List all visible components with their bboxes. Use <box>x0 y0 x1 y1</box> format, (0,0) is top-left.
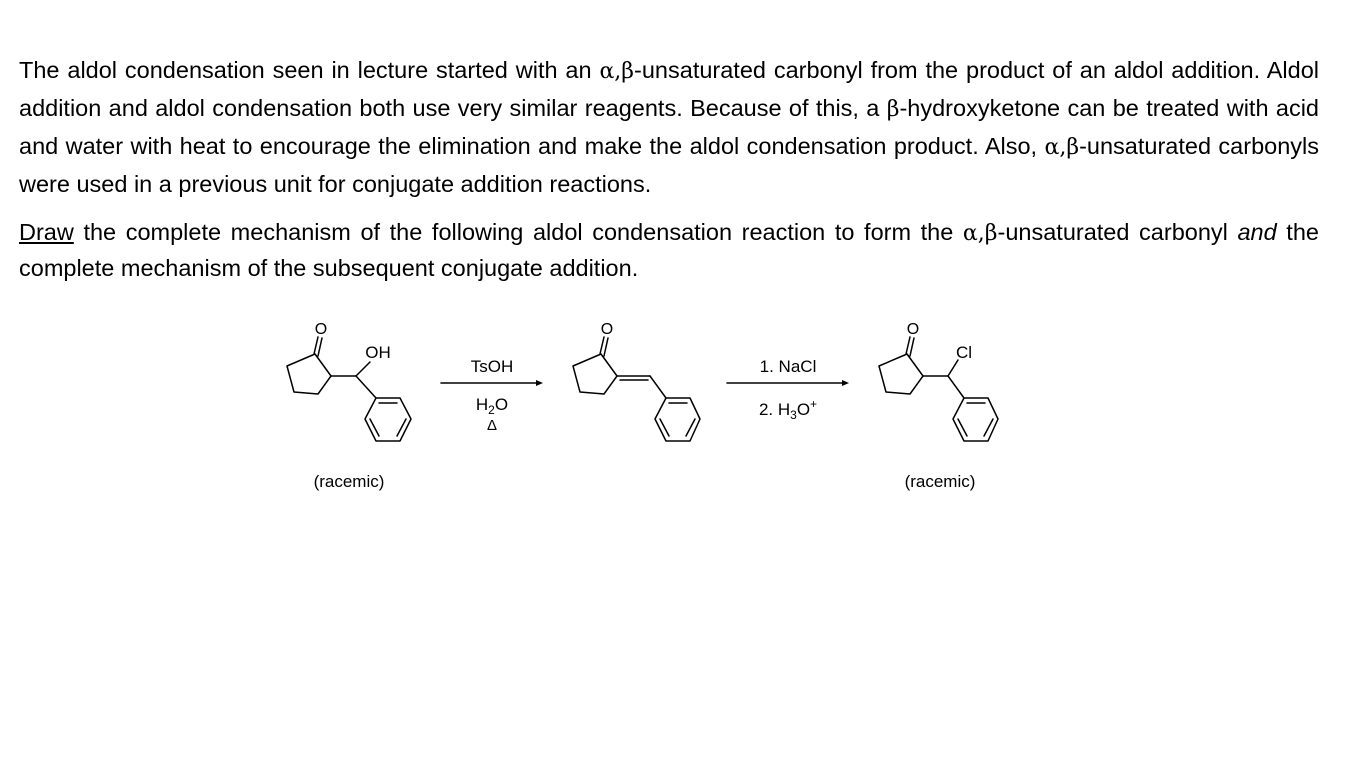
intro-text-2: -unsaturated carbonyl from the product of an aldol addition. Aldol addition and aldol condensation both use very similar reagents. Because of this, a <box>19 57 1319 121</box>
intro-text-4: -unsaturated carbonyls were used in a previous unit for conjugate addition reactions. <box>19 133 1319 197</box>
beta-symbol: β <box>886 97 900 122</box>
task-paragraph <box>19 215 1319 285</box>
product-structure <box>879 337 998 441</box>
intro-paragraph <box>19 52 1319 203</box>
chloro-label: Cl <box>955 343 973 362</box>
heat-symbol: Δ <box>486 417 498 434</box>
task-text-3: the complete mechanism of the subsequent conjugate addition. <box>19 219 1319 281</box>
hydroxyl-label: OH <box>365 343 391 362</box>
intermediate-structure <box>573 337 700 441</box>
reaction-scheme <box>0 310 1346 510</box>
alpha-beta-symbol: α,β <box>599 59 635 84</box>
step1-reagent-water: $H_2O$ <box>475 395 509 417</box>
starting-material-structure <box>287 337 411 441</box>
alpha-beta-symbol: α,β <box>962 221 998 246</box>
prod-racemic-note: (racemic) <box>904 472 976 491</box>
prod-oxygen-label: O <box>906 321 920 338</box>
draw-emphasis: Draw <box>19 219 74 245</box>
step1-reagent-tsoh: TsOH <box>470 357 514 376</box>
sm-oxygen-label: O <box>314 321 328 338</box>
task-text-1: the complete mechanism of the following aldol condensation reaction to form the <box>73 219 963 245</box>
alpha-beta-symbol: α,β <box>1044 135 1080 160</box>
task-text-2: -unsaturated carbonyl <box>997 219 1238 245</box>
sm-racemic-note: (racemic) <box>313 472 385 491</box>
step2-reagent-nacl: 1. NaCl <box>759 357 817 376</box>
intro-text-3: -hydroxyketone can be treated with acid and water with heat to encourage the elimination and make the aldol condensation product. Also, <box>19 95 1319 159</box>
step2-reagent-acid: 2. $H_3O^+$ <box>758 397 818 422</box>
and-emphasis: and <box>1237 219 1277 245</box>
intro-text-1: The aldol condensation seen in lecture started with an <box>19 57 600 83</box>
int-oxygen-label: O <box>600 321 614 338</box>
